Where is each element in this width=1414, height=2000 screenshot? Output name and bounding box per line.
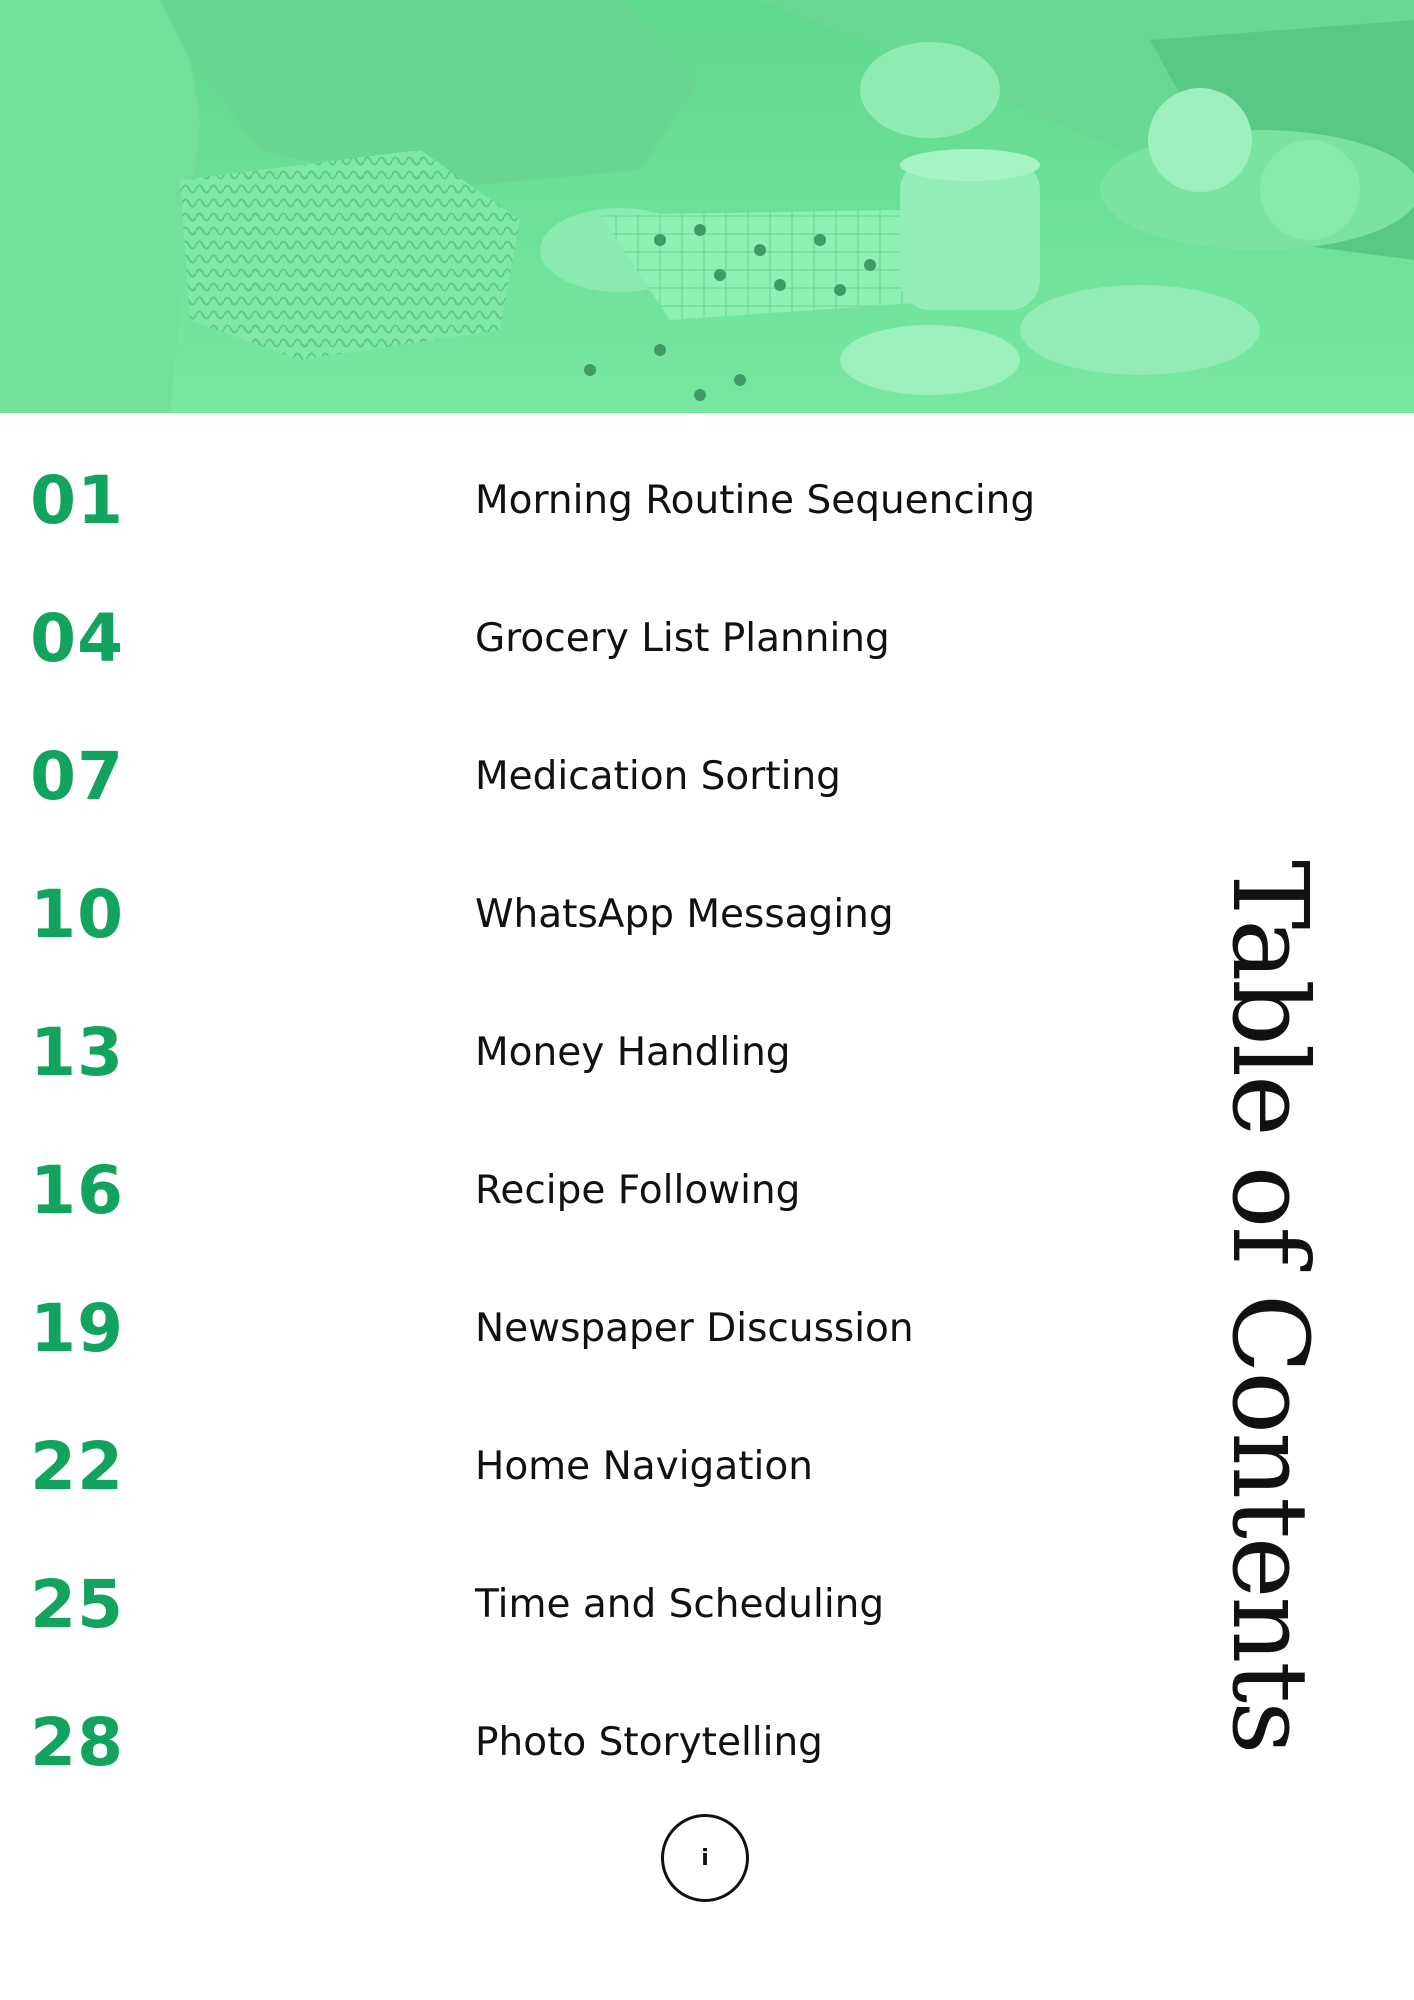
toc-item[interactable] [0, 1557, 1150, 1657]
toc-item-number: 28 [30, 1704, 124, 1781]
toc-item-title: WhatsApp Messaging [475, 892, 894, 937]
toc-item-title: Home Navigation [475, 1444, 813, 1489]
toc-item-title: Grocery List Planning [475, 616, 890, 661]
toc-item[interactable] [0, 1281, 1150, 1381]
toc-item-number: 10 [30, 876, 124, 953]
toc-item-number: 07 [30, 738, 124, 815]
toc-item-number: 22 [30, 1428, 124, 1505]
toc-item-number: 19 [30, 1290, 124, 1367]
toc-item-title: Time and Scheduling [475, 1582, 885, 1627]
toc-item-title: Recipe Following [475, 1168, 801, 1213]
toc-item[interactable] [0, 591, 1150, 691]
toc-item-number: 13 [30, 1014, 124, 1091]
toc-item[interactable] [0, 1419, 1150, 1519]
toc-item-title: Money Handling [475, 1030, 791, 1075]
toc-item-number: 25 [30, 1566, 124, 1643]
toc-item[interactable] [0, 1143, 1150, 1243]
toc-item[interactable] [0, 1695, 1150, 1795]
toc-item-number: 01 [30, 462, 124, 539]
toc-item[interactable] [0, 729, 1150, 829]
header-photo [0, 0, 1414, 413]
page-title: Table of Contents [1209, 860, 1331, 1753]
toc-item-number: 16 [30, 1152, 124, 1229]
toc-list [0, 413, 1414, 1813]
page-number-badge: i [661, 1814, 749, 1902]
toc-item-number: 04 [30, 600, 124, 677]
toc-item-title: Photo Storytelling [475, 1720, 823, 1765]
toc-item-title: Morning Routine Sequencing [475, 478, 1036, 523]
toc-item[interactable] [0, 867, 1150, 967]
toc-item[interactable] [0, 453, 1150, 553]
toc-item[interactable] [0, 1005, 1150, 1105]
toc-item-title: Medication Sorting [475, 754, 841, 799]
toc-item-title: Newspaper Discussion [475, 1306, 914, 1351]
